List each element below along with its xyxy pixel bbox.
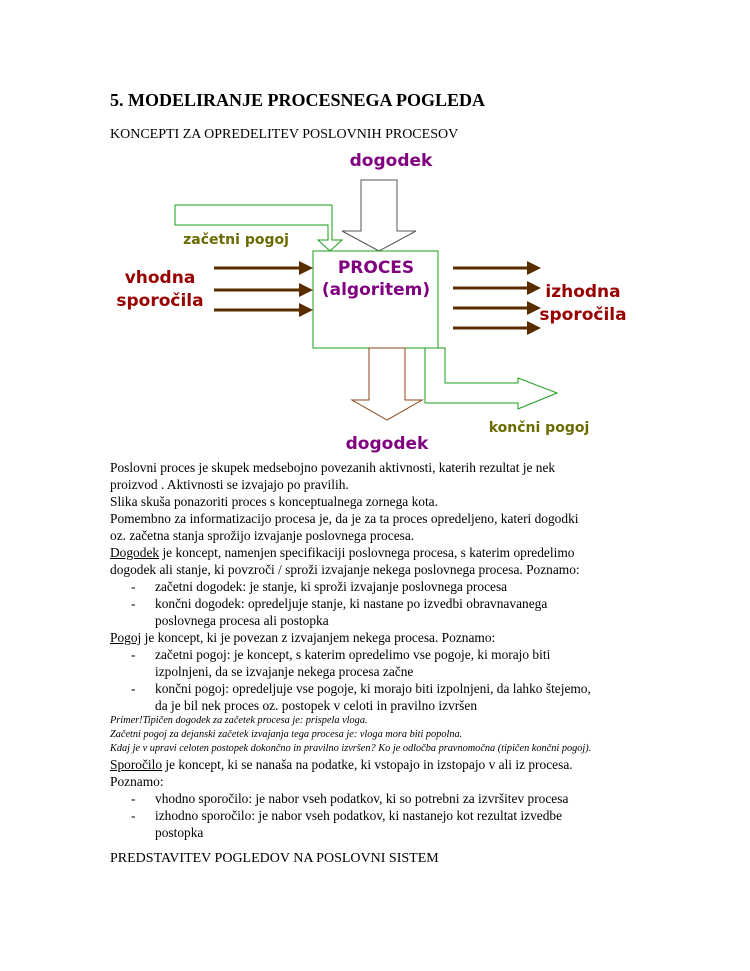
paragraph-line: oz. začetna stanja sprožijo izvajanje poslovnega procesa. bbox=[110, 528, 415, 543]
end-condition-label: končni pogoj bbox=[488, 420, 590, 436]
list-item: - končni dogodek: opredeljuje stanje, ki nastane po izvedbi obravnavanega poslovnega procesa ali postopka bbox=[131, 596, 548, 628]
list-item: - vhodno sporočilo: je nabor vseh podatkov, ki so potrebni za izvršitev procesa bbox=[131, 791, 569, 806]
note-line: Kdaj je v upravi celoten postopek dokončno in pravilno izvršen? Ko je odločba pravnomočna (tipičen končni pogoj). bbox=[110, 743, 592, 754]
paragraph-line: Pomembno za informatizacijo procesa je, da je za ta proces opredeljeno, kateri dogodki bbox=[110, 511, 579, 526]
paragraph-line: Slika skuša ponazoriti proces s konceptualnega zornega kota. bbox=[110, 494, 438, 509]
term-dogodek: Dogodek bbox=[110, 545, 160, 560]
list-item: - začetni pogoj: je koncept, s katerim opredelimo vse pogoje, ki morajo biti izpolnjeni, da se izvajanje nekega procesa začne bbox=[131, 647, 551, 679]
top-event-arrow bbox=[342, 180, 416, 251]
paragraph-line: Poslovni proces je skupek medsebojno povezanih aktivnosti, katerih rezultat je nek bbox=[110, 460, 556, 475]
list-item: - začetni dogodek: je stanje, ki sproži izvajanje poslovnega procesa bbox=[131, 579, 508, 594]
list-item: - končni pogoj: opredeljuje vse pogoje, ki morajo biti izpolnjeni, da lahko štejemo, da je bil nek proces oz. postopek v celoti in pravilno izvršen bbox=[131, 681, 591, 713]
input-messages-label-2: sporočila bbox=[116, 291, 204, 311]
note-line: Primer!Tipičen dogodek za začetek procesa je: prispela vloga. bbox=[110, 715, 368, 726]
paragraph-line: proizvod . Aktivnosti se izvajajo po pravilih. bbox=[110, 477, 349, 492]
start-condition-label: začetni pogoj bbox=[183, 232, 289, 248]
term-sporocilo: Sporočilo bbox=[110, 757, 163, 772]
term-pogoj: Pogoj bbox=[110, 630, 142, 645]
output-messages-label-2: sporočila bbox=[539, 305, 627, 325]
output-messages-label-1: izhodna bbox=[545, 282, 621, 302]
dogodek-definition: Dogodek je koncept, namenjen specifikaciji poslovnega procesa, s katerim opredelimo bbox=[110, 545, 575, 560]
paragraph-line: dogodek ali stanje, ki povzroči / sproži izvajanje nekega poslovnega procesa. Poznamo: bbox=[110, 562, 580, 577]
end-condition-arrow bbox=[425, 348, 557, 409]
section-subtitle: KONCEPTI ZA OPREDELITEV POSLOVNIH PROCESOV bbox=[110, 127, 459, 142]
input-arrows bbox=[214, 261, 313, 317]
list-item: - izhodno sporočilo: je nabor vseh podatkov, ki nastanejo kot rezultat izvedbe postopka bbox=[131, 808, 563, 840]
event-top-label: dogodek bbox=[349, 151, 433, 171]
event-bottom-label: dogodek bbox=[345, 434, 429, 454]
process-label-2: (algoritem) bbox=[321, 280, 431, 300]
process-diagram bbox=[0, 0, 750, 460]
sporocilo-definition: Sporočilo je koncept, ki se nanaša na podatke, ki vstopajo in izstopajo v ali iz procesa. bbox=[110, 757, 573, 772]
input-messages-label-1: vhodna bbox=[124, 268, 196, 288]
output-arrows bbox=[453, 261, 541, 335]
bottom-event-arrow bbox=[352, 348, 422, 420]
body-text bbox=[110, 459, 640, 841]
page-title: 5. MODELIRANJE PROCESNEGA POGLEDA bbox=[110, 90, 486, 110]
paragraph-line: Poznamo: bbox=[110, 774, 164, 789]
process-label-1: PROCES bbox=[337, 258, 415, 278]
bottom-section-heading: PREDSTAVITEV POGLEDOV NA POSLOVNI SISTEM bbox=[110, 851, 439, 866]
pogoj-definition: Pogoj je koncept, ki je povezan z izvajanjem nekega procesa. Poznamo: bbox=[110, 630, 496, 645]
note-line: Začetni pogoj za dejanski začetek izvajanja tega procesa je: vloga mora biti popolna. bbox=[110, 729, 463, 740]
